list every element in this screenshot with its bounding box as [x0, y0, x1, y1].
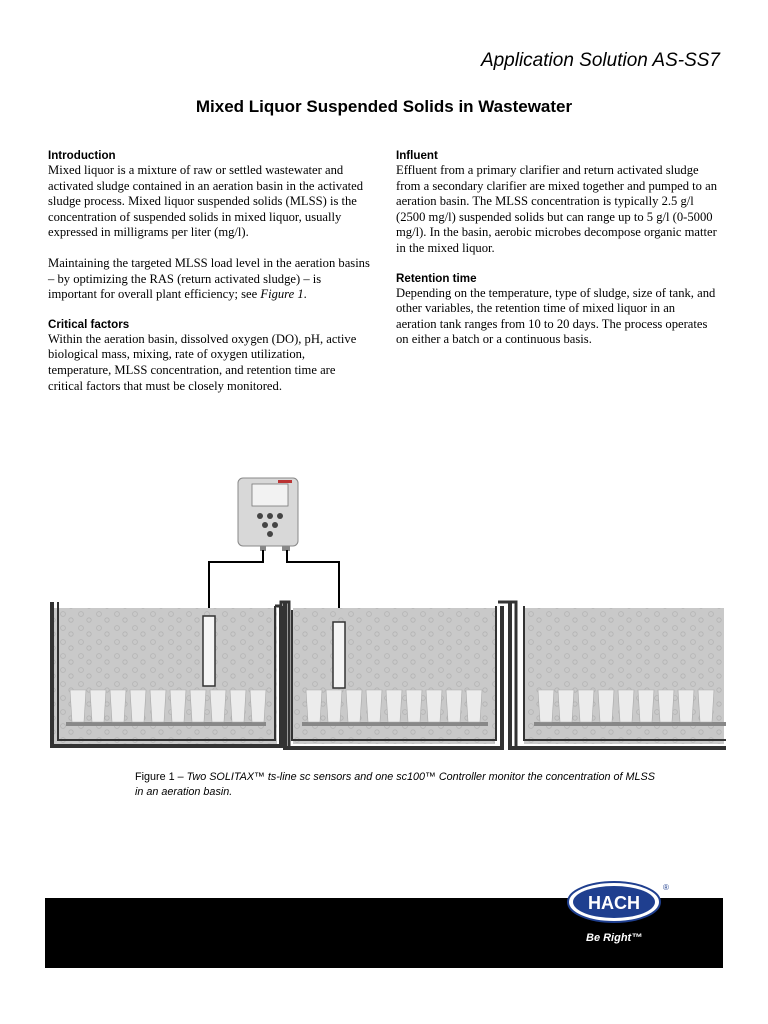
- document-type: Application Solution AS-SS7: [480, 50, 720, 71]
- basin-3: [510, 602, 726, 748]
- figure-reference: Figure 1: [260, 287, 304, 302]
- critical-factors-paragraph: Within the aeration basin, dissolved oxygen (DO), pH, active biological mass, mixing, rate of oxygen utilization, temperature, MLSS concentration, and retention time are critical factors that must be closely monitored.: [48, 331, 357, 393]
- retention-time-paragraph: Depending on the temperature, type of sludge, size of tank, and other variables, the retention time of mixed liquor in an aeration tank ranges from 10 to 20 days. The process operates on either a batch or a continuous basis.: [396, 285, 716, 347]
- maintaining-paragraph: [48, 256, 370, 303]
- introduction-heading: Introduction: [48, 149, 116, 162]
- maintaining-text: Maintaining the targeted MLSS load level in the aeration basins – by optimizing the RAS (return activated sludge) – is important for overall plant efficiency; see: [48, 255, 370, 302]
- hach-logo-text: HACH: [588, 893, 640, 913]
- slogan: Be Right™: [586, 932, 643, 944]
- document-title: Mixed Liquor Suspended Solids in Wastewater: [195, 97, 573, 116]
- right-column: [396, 149, 718, 363]
- influent-paragraph: Effluent from a primary clarifier and return activated sludge from a secondary clarifier are mixed together and pumped to an aeration basin. The MLSS concentration is typically 2.5 g/l (2500 mg/l) suspended solids but can range up to 5 g/l (0-5000 mg/l). In the basin, aerobic microbes decompose organic matter in the mixed liquor.: [396, 163, 718, 255]
- sc100-controller: [238, 478, 298, 551]
- figure-caption-label: Figure 1 –: [135, 771, 184, 783]
- figure-caption-text: Two SOLITAX™ ts-line sc sensors and one sc100™ Controller monitor the concentration of MLSS in an aeration basin.: [135, 771, 655, 798]
- diffusers-basin-2: [302, 690, 488, 726]
- hach-logo: [566, 878, 676, 934]
- figure-caption: [135, 770, 655, 800]
- aeration-basin-diagram: [40, 470, 730, 755]
- sensor-cable-left: [209, 550, 263, 616]
- registered-mark: ®: [663, 883, 669, 892]
- solitax-sensor-right: [333, 622, 345, 688]
- left-column: [48, 149, 370, 409]
- basin-2: [285, 602, 502, 748]
- critical-factors-heading: Critical factors: [48, 317, 130, 331]
- retention-time-heading: Retention time: [396, 271, 477, 285]
- solitax-sensor-left: [203, 616, 215, 686]
- influent-heading: Influent: [396, 149, 438, 162]
- introduction-paragraph: Mixed liquor is a mixture of raw or settled wastewater and activated sludge contained in an aeration basin in the activated sludge process. Mixed liquor suspended solids (MLSS) is the concentration of suspended solids in mixed liquor, usually expressed in milligrams per liter (mg/l).: [48, 163, 364, 240]
- figure-reference-period: .: [303, 287, 307, 302]
